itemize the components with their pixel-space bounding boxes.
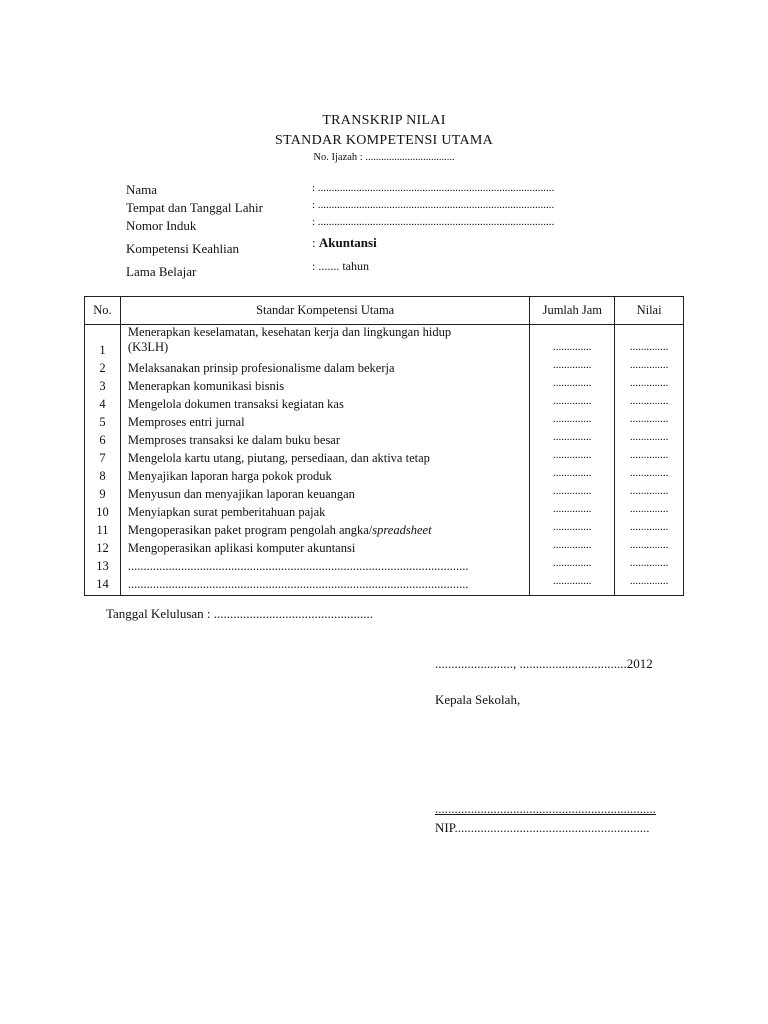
nilai-value: ..............: [629, 449, 669, 461]
jumlah-jam-value: ..............: [553, 341, 592, 353]
nilai-value: ..............: [629, 575, 669, 587]
jam-column: [530, 325, 615, 596]
nilai-value: ..............: [629, 521, 669, 533]
jumlah-jam-value: ..............: [553, 503, 592, 515]
row-number: 3: [99, 379, 106, 393]
jumlah-jam-value: ..............: [553, 467, 592, 479]
document-subtitle: STANDAR KOMPETENSI UTAMA: [274, 133, 494, 148]
nilai-value: ..............: [629, 485, 669, 497]
competency-text: [128, 523, 432, 541]
row-number: 2: [99, 361, 106, 375]
row-number: 11: [96, 523, 109, 537]
competency-label: Memproses transaksi ke dalam buku besar: [127, 433, 341, 447]
row-number: 1: [99, 343, 106, 357]
competency-label: Mengelola kartu utang, piutang, persediaan, dan aktiva tetap: [127, 451, 430, 465]
row-number: 5: [99, 415, 106, 429]
competency-table: [84, 296, 684, 596]
label-tempat-tanggal-lahir: Tempat dan Tanggal Lahir: [126, 200, 263, 215]
jumlah-jam-value: ..............: [553, 449, 592, 461]
competency-label: Menerapkan keselamatan, kesehatan kerja dan lingkungan hidup: [127, 325, 452, 339]
nilai-value: ..............: [629, 341, 669, 353]
competency-label: Mengoperasikan aplikasi komputer akuntansi: [127, 541, 356, 555]
jumlah-jam-value: ..............: [553, 539, 592, 551]
nilai-value: ..............: [629, 395, 669, 407]
jumlah-jam-value: ..............: [553, 485, 592, 497]
row-number: 14: [96, 577, 109, 591]
value-lama-belajar: : ....... tahun: [312, 259, 369, 273]
signature-line: ....................................................................: [435, 801, 656, 816]
jumlah-jam-value: ..............: [553, 377, 592, 389]
competency-text: [128, 505, 326, 523]
label-lama-belajar: Lama Belajar: [126, 264, 197, 279]
jumlah-jam-value: ..............: [553, 395, 592, 407]
competency-text: [128, 487, 355, 505]
row-number: 6: [99, 433, 106, 447]
jumlah-jam-value: ..............: [553, 359, 592, 371]
nilai-value: ..............: [629, 557, 669, 569]
value-nomor-induk: : ......................................................................................: [312, 216, 555, 228]
no-column: [85, 325, 121, 596]
kepala-sekolah-label: Kepala Sekolah,: [435, 692, 521, 707]
competency-text: [128, 451, 430, 469]
nilai-value: ..............: [629, 359, 669, 371]
competency-text: [128, 433, 340, 451]
kompetensi-name: Akuntansi: [318, 235, 377, 250]
competency-label: Mengelola dokumen transaksi kegiatan kas: [127, 397, 344, 411]
header-nilai: Nilai: [615, 297, 684, 325]
competency-text: [128, 361, 395, 379]
row-number: 8: [99, 469, 106, 483]
row-number: 9: [99, 487, 106, 501]
nilai-value: ..............: [629, 503, 669, 515]
row-number: 12: [96, 541, 109, 555]
document-title: TRANSKRIP NILAI: [322, 113, 446, 128]
nip-line: NIP............................................................: [435, 820, 650, 835]
competency-label-continuation: (K3LH): [127, 340, 169, 354]
competency-text: [128, 415, 245, 433]
value-nama: : ......................................................................................: [312, 182, 555, 194]
competency-label-italic: spreadsheet: [372, 523, 432, 537]
competency-text: [128, 397, 344, 415]
label-nomor-induk: Nomor Induk: [126, 218, 197, 233]
jumlah-jam-value: ..............: [553, 557, 592, 569]
value-prefix: :: [312, 235, 319, 250]
label-nama: Nama: [126, 182, 158, 197]
value-tempat-tanggal-lahir: : ......................................................................................: [312, 199, 555, 211]
competency-label: Mengoperasikan paket program pengolah angka/: [127, 523, 373, 537]
nilai-value: ..............: [629, 539, 669, 551]
row-number: 10: [96, 505, 109, 519]
jumlah-jam-value: ..............: [553, 521, 592, 533]
nilai-column: [615, 325, 684, 596]
nilai-value: ..............: [629, 377, 669, 389]
jumlah-jam-value: ..............: [553, 575, 592, 587]
competency-text: [128, 541, 355, 559]
competency-label: Menerapkan komunikasi bisnis: [127, 379, 285, 393]
competency-label: Menyajikan laporan harga pokok produk: [127, 469, 332, 483]
competency-text: [128, 469, 332, 487]
standar-column: [120, 325, 529, 596]
row-number: 4: [99, 397, 106, 411]
competency-label: Memproses entri jurnal: [127, 415, 245, 429]
nilai-value: ..............: [629, 467, 669, 479]
place-date-line: ........................, .................................2012: [435, 656, 653, 671]
header-standar: Standar Kompetensi Utama: [120, 297, 529, 325]
label-kompetensi-keahlian: Kompetensi Keahlian: [126, 241, 239, 256]
competency-label: .............................................................................................................: [127, 559, 469, 573]
tanggal-kelulusan: Tanggal Kelulusan : .................................................: [106, 606, 374, 621]
jumlah-jam-value: ..............: [553, 413, 592, 425]
jumlah-jam-value: ..............: [553, 431, 592, 443]
row-number: 13: [96, 559, 109, 573]
competency-label: Menyusun dan menyajikan laporan keuangan: [127, 487, 355, 501]
competency-text: [127, 325, 452, 354]
competency-label: Menyiapkan surat pemberitahuan pajak: [127, 505, 326, 519]
nilai-value: ..............: [629, 413, 669, 425]
competency-text: [128, 577, 469, 595]
row-number: 7: [99, 451, 106, 465]
ijazah-number: No. Ijazah : ..................................: [313, 152, 455, 163]
header-jumlah-jam: Jumlah Jam: [530, 297, 615, 325]
competency-label: Melaksanakan prinsip profesionalisme dalam bekerja: [127, 361, 395, 375]
competency-label: .............................................................................................................: [127, 577, 469, 591]
value-kompetensi-keahlian: [312, 235, 377, 251]
competency-text: [128, 559, 469, 577]
competency-text: [128, 379, 284, 397]
nilai-value: ..............: [629, 431, 669, 443]
header-no: No.: [85, 297, 121, 325]
